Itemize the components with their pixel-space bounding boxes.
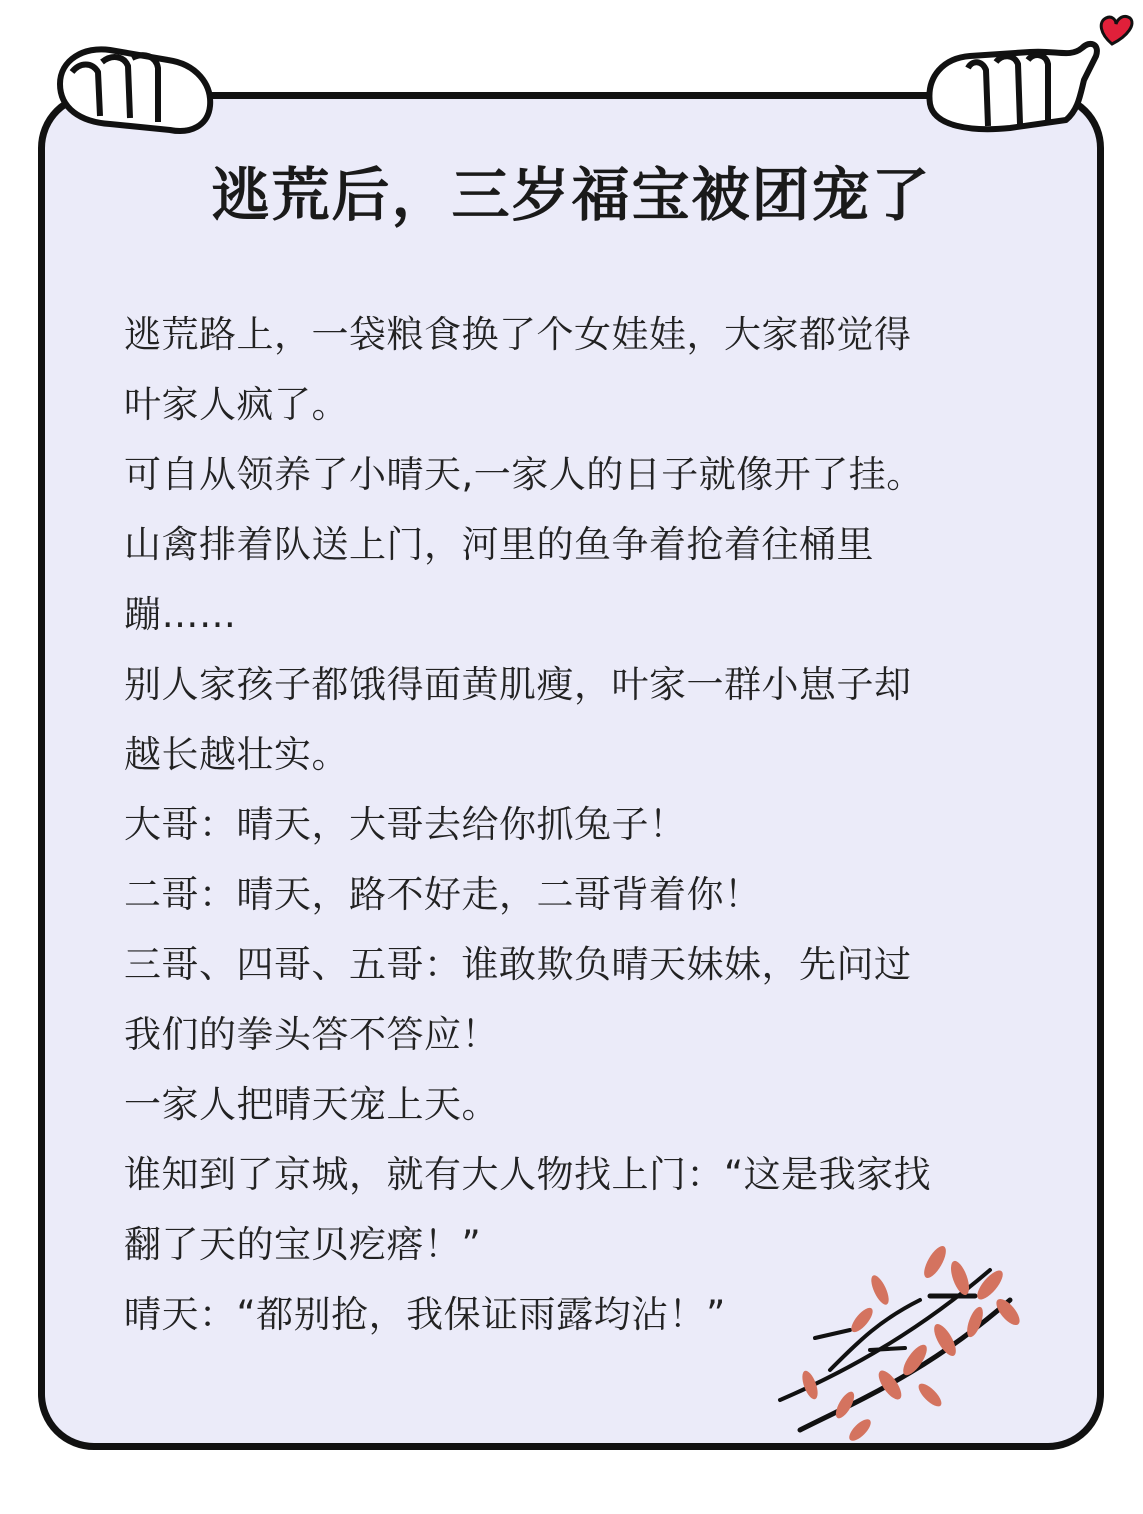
text-line: 蹦…… <box>124 593 237 636</box>
text-line: 叶家人疯了。 <box>124 383 349 426</box>
text-line: 逃荒路上，一袋粮食换了个女娃娃，大家都觉得 <box>124 313 912 356</box>
text-line: 晴天：“都别抢，我保证雨露均沾！” <box>124 1293 726 1336</box>
text-line: 别人家孩子都饿得面黄肌瘦，叶家一群小崽子却 <box>124 663 912 706</box>
heart-icon <box>1101 16 1132 44</box>
text-line: 一家人把晴天宠上天。 <box>124 1083 499 1126</box>
text-line: 大哥：晴天，大哥去给你抓兔子！ <box>124 803 687 846</box>
text-line: 二哥：晴天，路不好走，二哥背着你！ <box>124 873 762 916</box>
text-line: 三哥、四哥、五哥：谁敢欺负晴天妹妹，先问过 <box>124 943 912 986</box>
text-line: 可自从领养了小晴天,一家人的日子就像开了挂。 <box>124 453 924 496</box>
text-line: 山禽排着队送上门，河里的鱼争着抢着往桶里 <box>124 523 874 566</box>
text-line: 我们的拳头答不答应！ <box>124 1013 499 1056</box>
page-title: 逃荒后，三岁福宝被团宠了 <box>211 161 932 229</box>
synopsis-text <box>124 300 1024 1350</box>
text-line: 翻了天的宝贝疙瘩！” <box>124 1223 482 1266</box>
text-line: 谁知到了京城，就有大人物找上门：“这是我家找 <box>124 1153 932 1196</box>
text-line: 越长越壮实。 <box>124 733 349 776</box>
